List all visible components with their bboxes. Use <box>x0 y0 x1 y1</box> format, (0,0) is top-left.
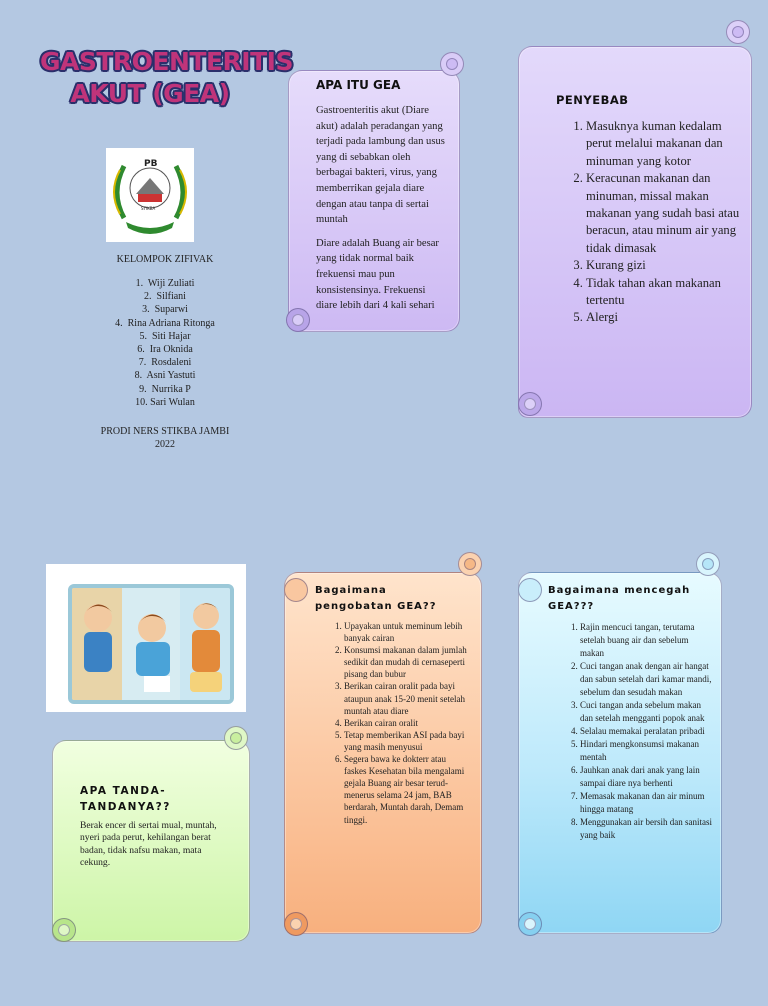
penyebab-list <box>548 118 740 327</box>
member-item: 5. Siti Hajar <box>139 330 191 342</box>
children-diarrhea-icon <box>72 588 230 700</box>
pengobatan-item: 4. Berikan cairan oralit <box>344 717 470 729</box>
pengobatan-item: 5. Tetap memberikan ASI pada bayi yang masih menyusui <box>344 729 470 753</box>
mencegah-item: 4. Selalau memakai peralatan pribadi <box>580 725 714 738</box>
mencegah-item: 8. Menggunakan air bersih dan sanitasi yang baik <box>580 816 714 842</box>
pengobatan-item: 1. Upayakan untuk meminum lebih banyak cairan <box>344 620 470 644</box>
scroll-curl-icon <box>292 314 304 326</box>
gea-definition: Gastroenteritis akut (Diare akut) adalah peradangan yang terjadi pada lambung dan usus yang di sebabkan oleh berbagai bakteri, virus, yang memberrikan gejala diare dengan atau tanpa di sertai muntah <box>316 105 445 226</box>
scroll-curl-icon <box>518 578 542 602</box>
illustration-frame <box>68 584 234 704</box>
member-item: 6. Ira Oknida <box>137 344 193 356</box>
penyebab-item: 3. Kurang gizi <box>586 257 740 274</box>
stikba-logo <box>106 148 194 242</box>
penyebab-item: 4. Tidak tahan akan makanan tertentu <box>586 275 740 310</box>
sick-children-illustration <box>46 564 246 712</box>
mencegah-item: 2. Cuci tangan anak dengan air hangat dan sabun setelah dari kamar mandi, sebelum dan sesudah makan <box>580 660 714 699</box>
scroll-curl-icon <box>524 918 536 930</box>
brochure-title <box>40 46 293 110</box>
group-info <box>60 254 270 451</box>
tanda-tanda-body: Berak encer di sertai mual, muntah, nyeri pada perut, kehilangan berat badan, tidak nafsu makan, mata cekung. <box>80 820 217 868</box>
member-item: 8. Asni Yastuti <box>134 370 196 382</box>
scroll-curl-icon <box>524 398 536 410</box>
penyebab-item: 5. Alergi <box>586 309 740 326</box>
diare-definition: Diare adalah Buang air besar yang tidak normal baik frekuensi mau pun konsistensinya. Frekuensi diare lebih dari 4 kali sehari <box>316 237 439 312</box>
scroll-curl-icon <box>732 26 744 38</box>
logo-caption: STIKBA <box>141 206 156 211</box>
prodi-name: PRODI NERS STIKBA JAMBI <box>100 426 230 438</box>
mencegah-item: 3. Cuci tangan anda sebelum makan dan setelah mengganti popok anak <box>580 699 714 725</box>
prodi-info <box>60 425 270 451</box>
member-item: 4. Rina Adriana Ritonga <box>115 317 215 329</box>
penyebab-title: PENYEBAB <box>556 93 629 107</box>
mencegah-item: 5. Hindari mengkonsumsi makanan mentah <box>580 738 714 764</box>
pengobatan-item: 2. Konsumsi makanan dalam jumlah sedikit dan mudah di cernaseperti pisang dan bubur <box>344 644 470 680</box>
pengobatan-list <box>310 620 470 826</box>
penyebab-item: 2. Keracunan makanan dan minuman, missal makan makanan yang sudah basi atau beracun, atau minum air yang tidak dimasak <box>586 170 740 257</box>
mencegah-item: 7. Memasak makanan dan air minum hingga matang <box>580 790 714 816</box>
group-title: KELOMPOK ZIFIVAK <box>116 254 214 265</box>
logo-text: PB <box>144 159 158 169</box>
pengobatan-item: 6. Segera bawa ke dokterr atau faskes Kesehatan bila mengalami gejala Buang air besar terud-menerus selama 24 jam, BAB berdarah, Muntah darah, Demam tinggi. <box>344 753 470 826</box>
prodi-year: 2022 <box>155 439 175 451</box>
title-line-2: AKUT (GEA) <box>70 79 230 108</box>
scroll-curl-icon <box>702 558 714 570</box>
mencegah-list <box>546 621 714 842</box>
penyebab-item: 1. Masuknya kuman kedalam perut melalui makanan dan minuman yang kotor <box>586 118 740 170</box>
scroll-curl-icon <box>230 732 242 744</box>
scroll-curl-icon <box>464 558 476 570</box>
member-item: 7. Rosdaleni <box>138 357 192 369</box>
member-item: 1. Wiji Zuliati <box>135 278 195 289</box>
scroll-curl-icon <box>284 578 308 602</box>
pengobatan-item: 3. Berikan cairan oralit pada bayi ataupun anak 15-20 menit setelah muntah atau diare <box>344 680 470 716</box>
member-item: 2. Silfiani <box>144 291 186 303</box>
logo-emblem-icon <box>106 148 194 242</box>
mencegah-title: Bagaimana mencegah GEA??? <box>548 585 691 612</box>
member-item: 9. Nurrika P <box>139 383 191 395</box>
scroll-curl-icon <box>290 918 302 930</box>
mencegah-item: 1. Rajin mencuci tangan, terutama setelah buang air dan sebelum makan <box>580 621 714 660</box>
apa-itu-gea-body <box>316 103 446 322</box>
tanda-tanda-title: APA TANDA-TANDANYA?? <box>80 785 171 813</box>
pengobatan-title: Bagaimana pengobatan GEA?? <box>315 585 437 612</box>
member-item: 3. Suparwi <box>142 304 188 316</box>
apa-itu-gea-title: APA ITU GEA <box>316 78 401 92</box>
mencegah-item: 6. Jauhkan anak dari anak yang lain sampai diare nya berhenti <box>580 764 714 790</box>
scroll-curl-icon <box>58 924 70 936</box>
scroll-curl-icon <box>446 58 458 70</box>
title-line-1: GASTROENTERITIS <box>40 47 293 76</box>
member-item: 10. Sari Wulan <box>135 396 195 408</box>
member-list <box>60 277 270 409</box>
